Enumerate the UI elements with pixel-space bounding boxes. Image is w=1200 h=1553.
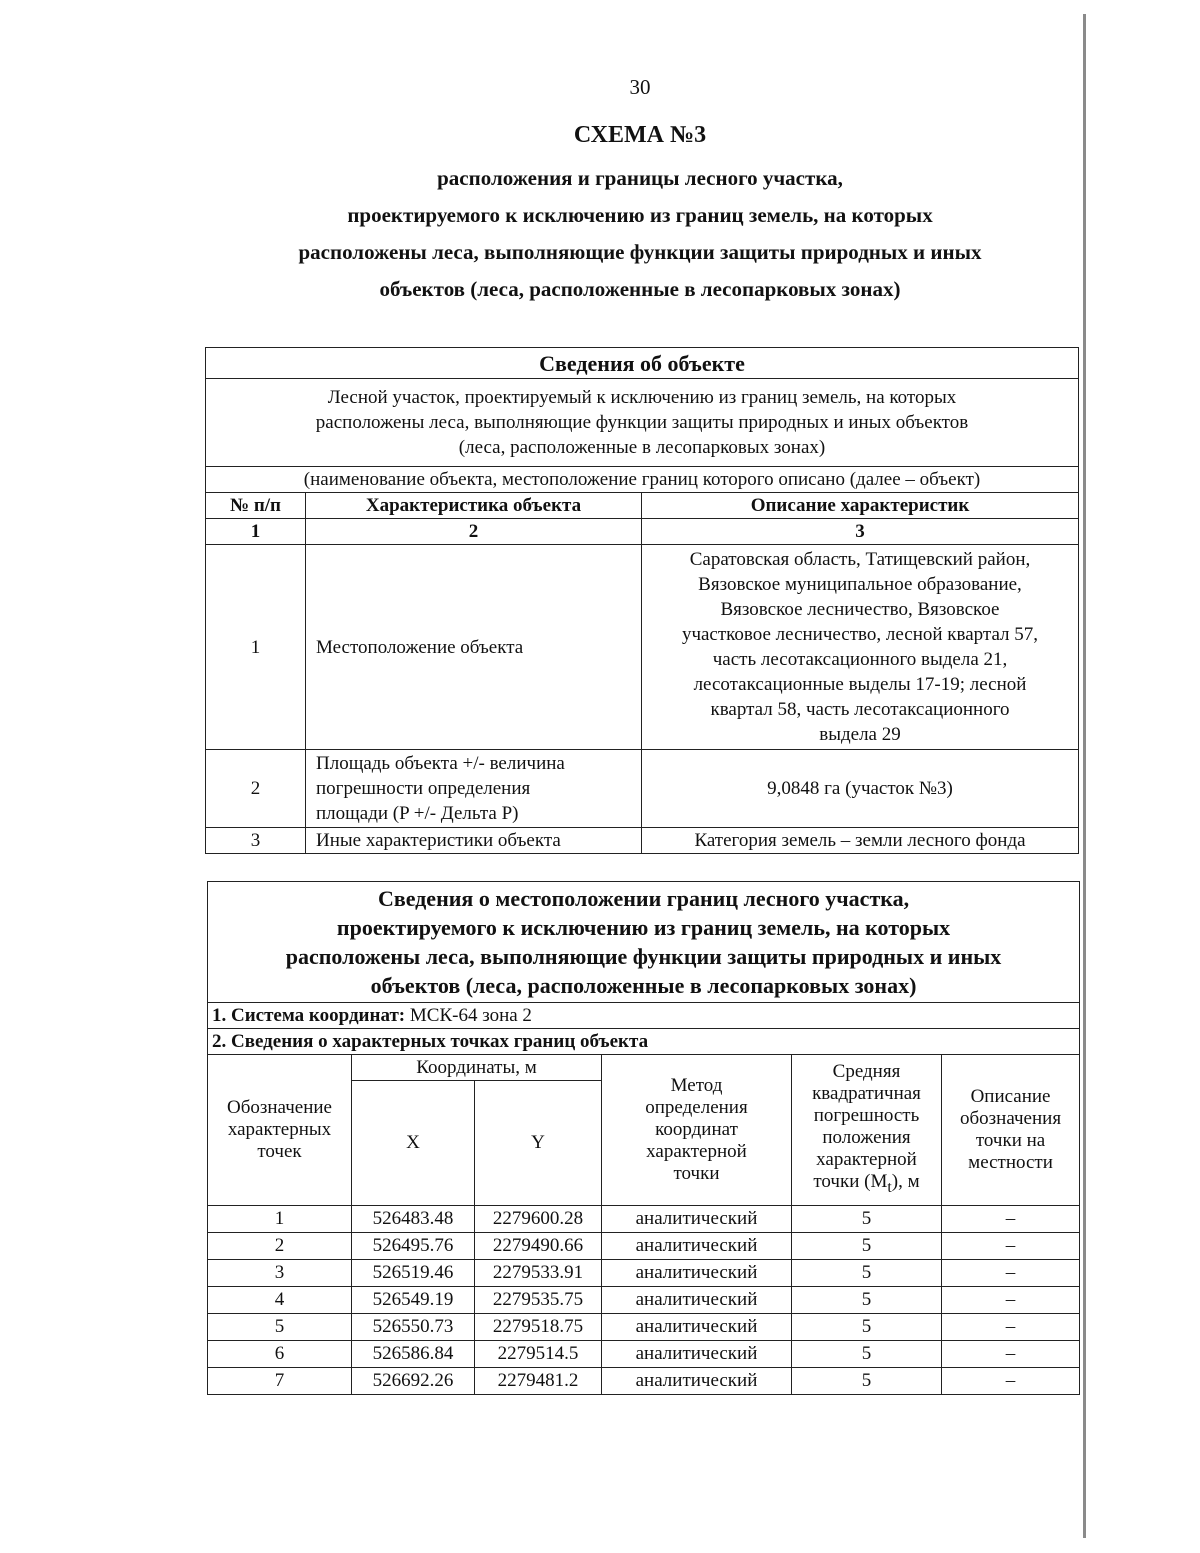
description-line: Вязовское муниципальное образование, (698, 574, 1022, 595)
characteristic-line: погрешности определения (316, 778, 531, 799)
point-description: – (942, 1260, 1080, 1287)
description-line: лесотаксационные выделы 17-19; лесной (693, 674, 1027, 695)
row-characteristic: Иные характеристики объекта (306, 828, 642, 854)
points-body (208, 1206, 1080, 1395)
point-method: аналитический (602, 1260, 792, 1287)
point-error: 5 (792, 1287, 942, 1314)
description-line: квартал 58, часть лесотаксационного (710, 699, 1010, 720)
point-method: аналитический (602, 1314, 792, 1341)
point-number: 2 (208, 1233, 352, 1260)
point-description: – (942, 1341, 1080, 1368)
characteristic-line: Площадь объекта +/- величина (316, 753, 565, 774)
col-error-subscript: t (887, 1178, 892, 1196)
description-line: Вязовское лесничество, Вязовское (720, 599, 1000, 620)
point-method: аналитический (602, 1233, 792, 1260)
characteristic-line: площади (P +/- Дельта P) (316, 803, 519, 824)
point-error: 5 (792, 1260, 942, 1287)
coordinate-system-label: 1. Система координат: (212, 1004, 406, 1026)
boundary-heading-line: проектируемого к исключению из границ земель, на которых (336, 915, 951, 940)
object-description-line: Лесной участок, проектируемый к исключению из границ земель, на которых (327, 387, 957, 408)
boundary-heading-line: объектов (леса, расположенные в лесопарковых зонах) (370, 973, 917, 998)
col-header-characteristic: Характеристика объекта (306, 493, 642, 519)
col-method-line: Метод (670, 1075, 723, 1096)
point-method: аналитический (602, 1341, 792, 1368)
point-error: 5 (792, 1341, 942, 1368)
point-row (208, 1341, 1080, 1368)
point-number: 7 (208, 1368, 352, 1395)
subtitle-line: объектов (леса, расположенные в лесопарковых зонах) (379, 277, 901, 301)
point-y: 2279600.28 (475, 1206, 602, 1233)
col-error-unit: ), м (891, 1171, 920, 1193)
col-x: X (352, 1081, 475, 1206)
point-error: 5 (792, 1314, 942, 1341)
coordinate-system-value: МСК-64 зона 2 (409, 1004, 532, 1026)
col-designation-line: Обозначение (227, 1097, 332, 1118)
col-coordinates: Координаты, м (352, 1055, 602, 1081)
object-description-line: (леса, расположенные в лесопарковых зонах) (458, 437, 826, 458)
point-description: – (942, 1287, 1080, 1314)
col-number-2: 2 (306, 519, 642, 545)
boundary-heading-line: Сведения о местоположении границ лесного участка, (377, 886, 910, 911)
point-row (208, 1233, 1080, 1260)
point-error: 5 (792, 1206, 942, 1233)
row-description: 9,0848 га (участок №3) (642, 750, 1079, 828)
row-description: Категория земель – земли лесного фонда (642, 828, 1079, 854)
points-heading: 2. Сведения о характерных точках границ объекта (208, 1029, 1080, 1055)
col-number-3: 3 (642, 519, 1079, 545)
col-method-line: характерной (646, 1141, 747, 1162)
col-point-description-line: Описание (970, 1086, 1051, 1107)
point-row (208, 1287, 1080, 1314)
col-error-line: погрешность (813, 1105, 920, 1127)
boundary-heading-line: расположены леса, выполняющие функции защиты природных и иных (285, 944, 1002, 969)
point-number: 6 (208, 1341, 352, 1368)
point-x: 526483.48 (352, 1206, 475, 1233)
point-error: 5 (792, 1233, 942, 1260)
point-description: – (942, 1368, 1080, 1395)
description-line: участковое лесничество, лесной квартал 57, (681, 624, 1039, 645)
col-method-line: точки (673, 1163, 720, 1184)
col-error-line: Средняя (832, 1061, 901, 1083)
point-x: 526519.46 (352, 1260, 475, 1287)
point-number: 5 (208, 1314, 352, 1341)
row-number: 3 (206, 828, 306, 854)
document-subtitle (200, 160, 1080, 308)
col-error-line: квадратичная (812, 1083, 921, 1105)
point-error: 5 (792, 1368, 942, 1395)
col-error (792, 1055, 942, 1206)
col-header-description: Описание характеристик (642, 493, 1079, 519)
point-method: аналитический (602, 1206, 792, 1233)
row-number: 1 (206, 545, 306, 750)
object-description (206, 379, 1079, 467)
subtitle-line: расположения и границы лесного участка, (437, 166, 843, 190)
col-designation-line: точек (257, 1141, 302, 1162)
row-description (642, 545, 1079, 750)
col-method-line: координат (655, 1119, 738, 1140)
col-number-1: 1 (206, 519, 306, 545)
object-caption: (наименование объекта, местоположение границ которого описано (далее – объект) (206, 467, 1079, 493)
point-x: 526692.26 (352, 1368, 475, 1395)
col-point-description-line: местности (968, 1152, 1053, 1173)
point-x: 526495.76 (352, 1233, 475, 1260)
point-description: – (942, 1314, 1080, 1341)
point-y: 2279535.75 (475, 1287, 602, 1314)
point-description: – (942, 1233, 1080, 1260)
coordinate-system-row (208, 1003, 1080, 1029)
col-error-text: точки (M (813, 1171, 888, 1193)
object-description-line: расположены леса, выполняющие функции защиты природных и иных объектов (315, 412, 969, 433)
point-method: аналитический (602, 1368, 792, 1395)
col-designation (208, 1055, 352, 1206)
row-characteristic (306, 750, 642, 828)
point-y: 2279533.91 (475, 1260, 602, 1287)
boundary-points-table (207, 881, 1080, 1395)
document-title: СХЕМА №3 (573, 122, 707, 148)
col-point-description-line: точки на (975, 1130, 1046, 1151)
point-row (208, 1314, 1080, 1341)
col-method-line: определения (645, 1097, 748, 1118)
point-x: 526586.84 (352, 1341, 475, 1368)
object-info-table (205, 347, 1079, 854)
col-method (602, 1055, 792, 1206)
point-x: 526550.73 (352, 1314, 475, 1341)
col-error-line (796, 1171, 937, 1199)
point-y: 2279518.75 (475, 1314, 602, 1341)
point-description: – (942, 1206, 1080, 1233)
point-y: 2279481.2 (475, 1368, 602, 1395)
point-y: 2279514.5 (475, 1341, 602, 1368)
point-y: 2279490.66 (475, 1233, 602, 1260)
col-error-line: характерной (816, 1149, 917, 1171)
col-point-description (942, 1055, 1080, 1206)
subtitle-line: расположены леса, выполняющие функции защиты природных и иных (298, 240, 982, 264)
row-number: 2 (206, 750, 306, 828)
point-row (208, 1260, 1080, 1287)
col-point-description-line: обозначения (959, 1108, 1062, 1129)
scan-edge-line (1083, 14, 1086, 1538)
point-method: аналитический (602, 1287, 792, 1314)
point-number: 4 (208, 1287, 352, 1314)
subtitle-line: проектируемого к исключению из границ земель, на которых (347, 203, 933, 227)
object-info-heading: Сведения об объекте (206, 348, 1079, 379)
point-number: 1 (208, 1206, 352, 1233)
page-number: 30 (629, 75, 651, 99)
col-header-number: № п/п (206, 493, 306, 519)
row-characteristic: Местоположение объекта (306, 545, 642, 750)
description-line: часть лесотаксационного выдела 21, (712, 649, 1008, 670)
point-row (208, 1206, 1080, 1233)
col-error-line: положения (822, 1127, 911, 1149)
point-row (208, 1368, 1080, 1395)
description-line: выдела 29 (819, 724, 901, 745)
description-line: Саратовская область, Татищевский район, (689, 549, 1031, 570)
col-designation-line: характерных (227, 1119, 332, 1140)
point-number: 3 (208, 1260, 352, 1287)
point-x: 526549.19 (352, 1287, 475, 1314)
col-y: Y (475, 1081, 602, 1206)
boundary-heading (208, 882, 1080, 1003)
